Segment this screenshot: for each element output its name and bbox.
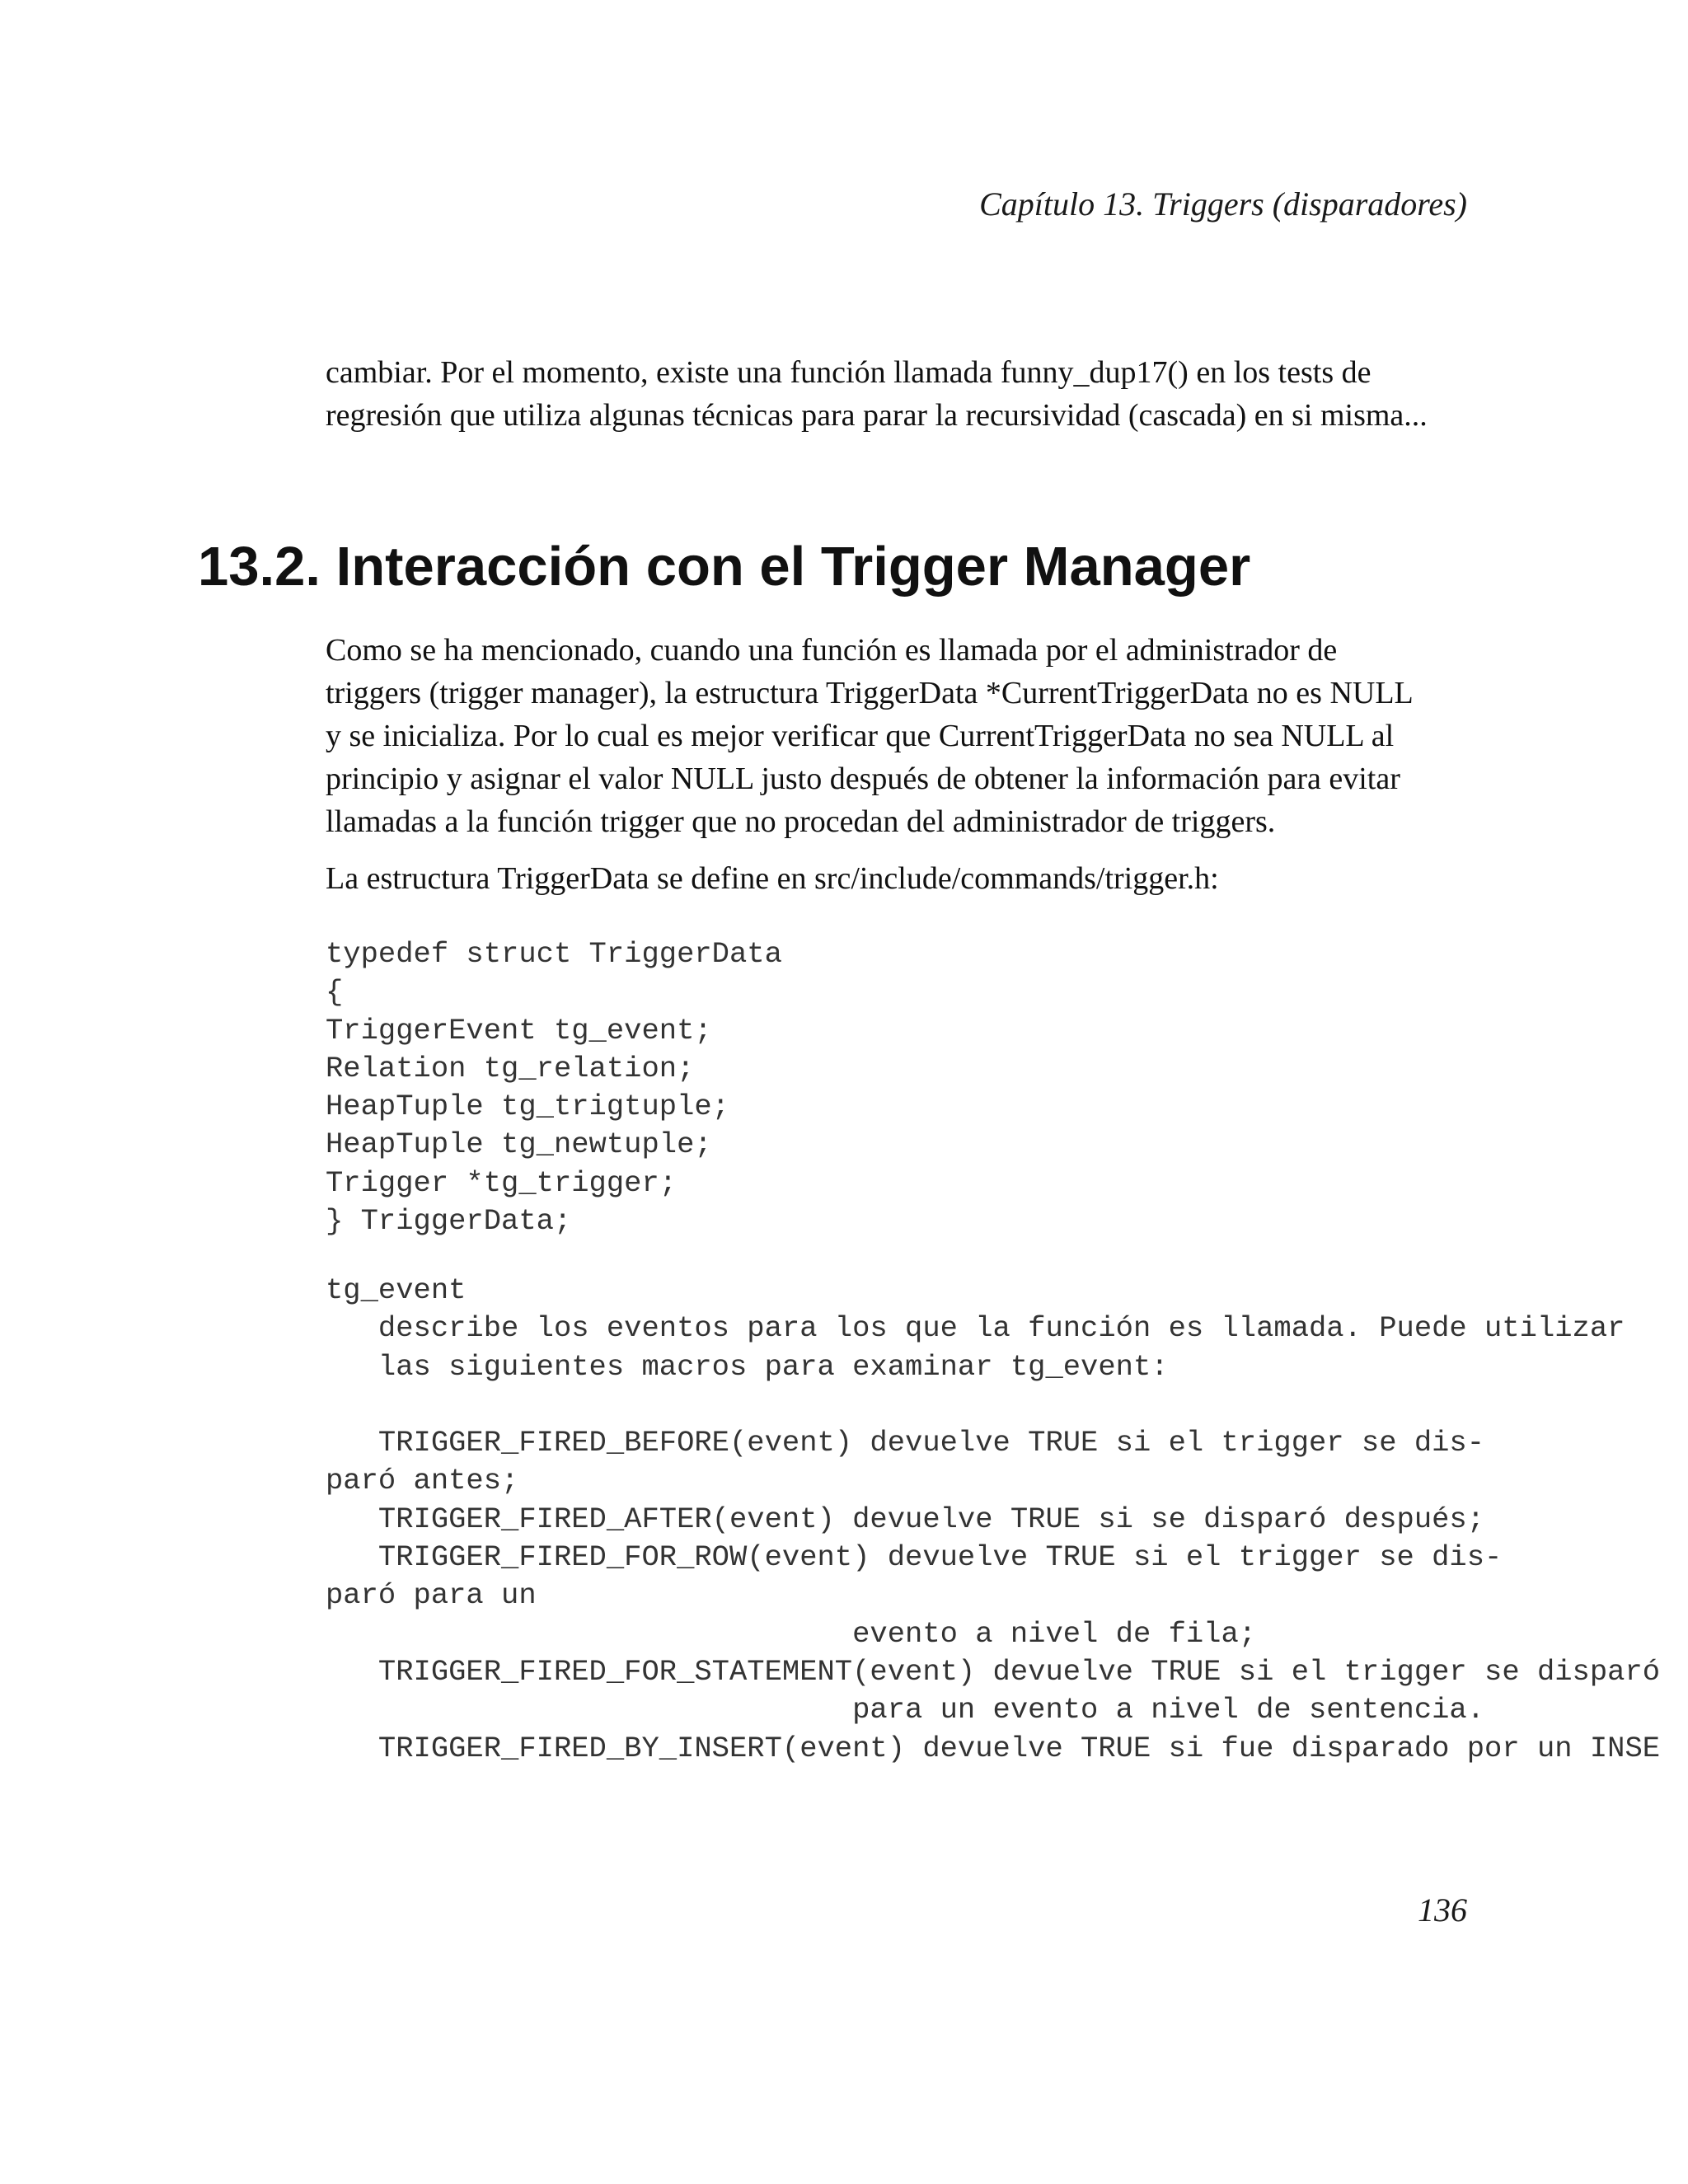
code-line: Relation tg_relation; — [326, 1051, 695, 1085]
def-line: TRIGGER_FIRED_FOR_STATEMENT(event) devuelve TRUE si el trigger se disparó — [326, 1654, 1661, 1689]
def-line: tg_event — [326, 1273, 467, 1307]
code-line: HeapTuple tg_newtuple; — [326, 1127, 712, 1162]
code-struct-block — [326, 935, 782, 1240]
def-line: paró antes; — [326, 1464, 519, 1498]
intro-line-2: regresión que utiliza algunas técnicas para parar la recursividad (cascada) en si misma... — [326, 398, 1428, 433]
def-line: las siguientes macros para examinar tg_event: — [326, 1349, 1169, 1384]
section-heading: 13.2. Interacción con el Trigger Manager — [198, 536, 1251, 598]
main-line-3: y se inicializa. Por lo cual es mejor verificar que CurrentTriggerData no sea NULL al — [326, 719, 1395, 753]
code-line: typedef struct TriggerData — [326, 937, 782, 971]
def-line: evento a nivel de fila; — [326, 1616, 1257, 1651]
intro-paragraph — [326, 351, 1496, 437]
code-line: TriggerEvent tg_event; — [326, 1013, 712, 1047]
code-line: HeapTuple tg_trigtuple; — [326, 1090, 729, 1124]
main-line-1: Como se ha mencionado, cuando una función es llamada por el administrador de — [326, 633, 1338, 668]
code-line: } TriggerData; — [326, 1204, 572, 1239]
page-number: 136 — [1418, 1891, 1467, 1929]
def-line: describe los eventos para los que la función es llamada. Puede utilizar — [326, 1311, 1625, 1346]
struct-paragraph — [326, 857, 1496, 900]
def-line: TRIGGER_FIRED_BY_INSERT(event) devuelve TRUE si fue disparado por un INSE — [326, 1731, 1661, 1765]
intro-line-1: cambiar. Por el momento, existe una función llamada funny_dup17() en los tests de — [326, 355, 1372, 390]
running-header: Capítulo 13. Triggers (disparadores) — [979, 185, 1467, 223]
def-line: TRIGGER_FIRED_AFTER(event) devuelve TRUE si se disparó después; — [326, 1502, 1485, 1536]
def-line: TRIGGER_FIRED_FOR_ROW(event) devuelve TRUE si el trigger se dis- — [326, 1540, 1503, 1575]
def-line: para un evento a nivel de sentencia. — [326, 1693, 1485, 1727]
code-definitions-block — [326, 1272, 1688, 1768]
main-line-4: principio y asignar el valor NULL justo después de obtener la información para evitar — [326, 762, 1400, 796]
def-line: TRIGGER_FIRED_BEFORE(event) devuelve TRUE si el trigger se dis- — [326, 1426, 1485, 1460]
code-line: { — [326, 975, 344, 1010]
struct-line: La estructura TriggerData se define en src/include/commands/trigger.h: — [326, 861, 1219, 896]
main-line-2: triggers (trigger manager), la estructura TriggerData *CurrentTriggerData no es NULL — [326, 676, 1414, 710]
def-line: paró para un — [326, 1578, 537, 1613]
main-paragraph — [326, 629, 1496, 843]
code-line: Trigger *tg_trigger; — [326, 1165, 678, 1200]
def-line — [326, 1386, 1688, 1424]
main-line-5: llamadas a la función trigger que no procedan del administrador de triggers. — [326, 804, 1276, 839]
